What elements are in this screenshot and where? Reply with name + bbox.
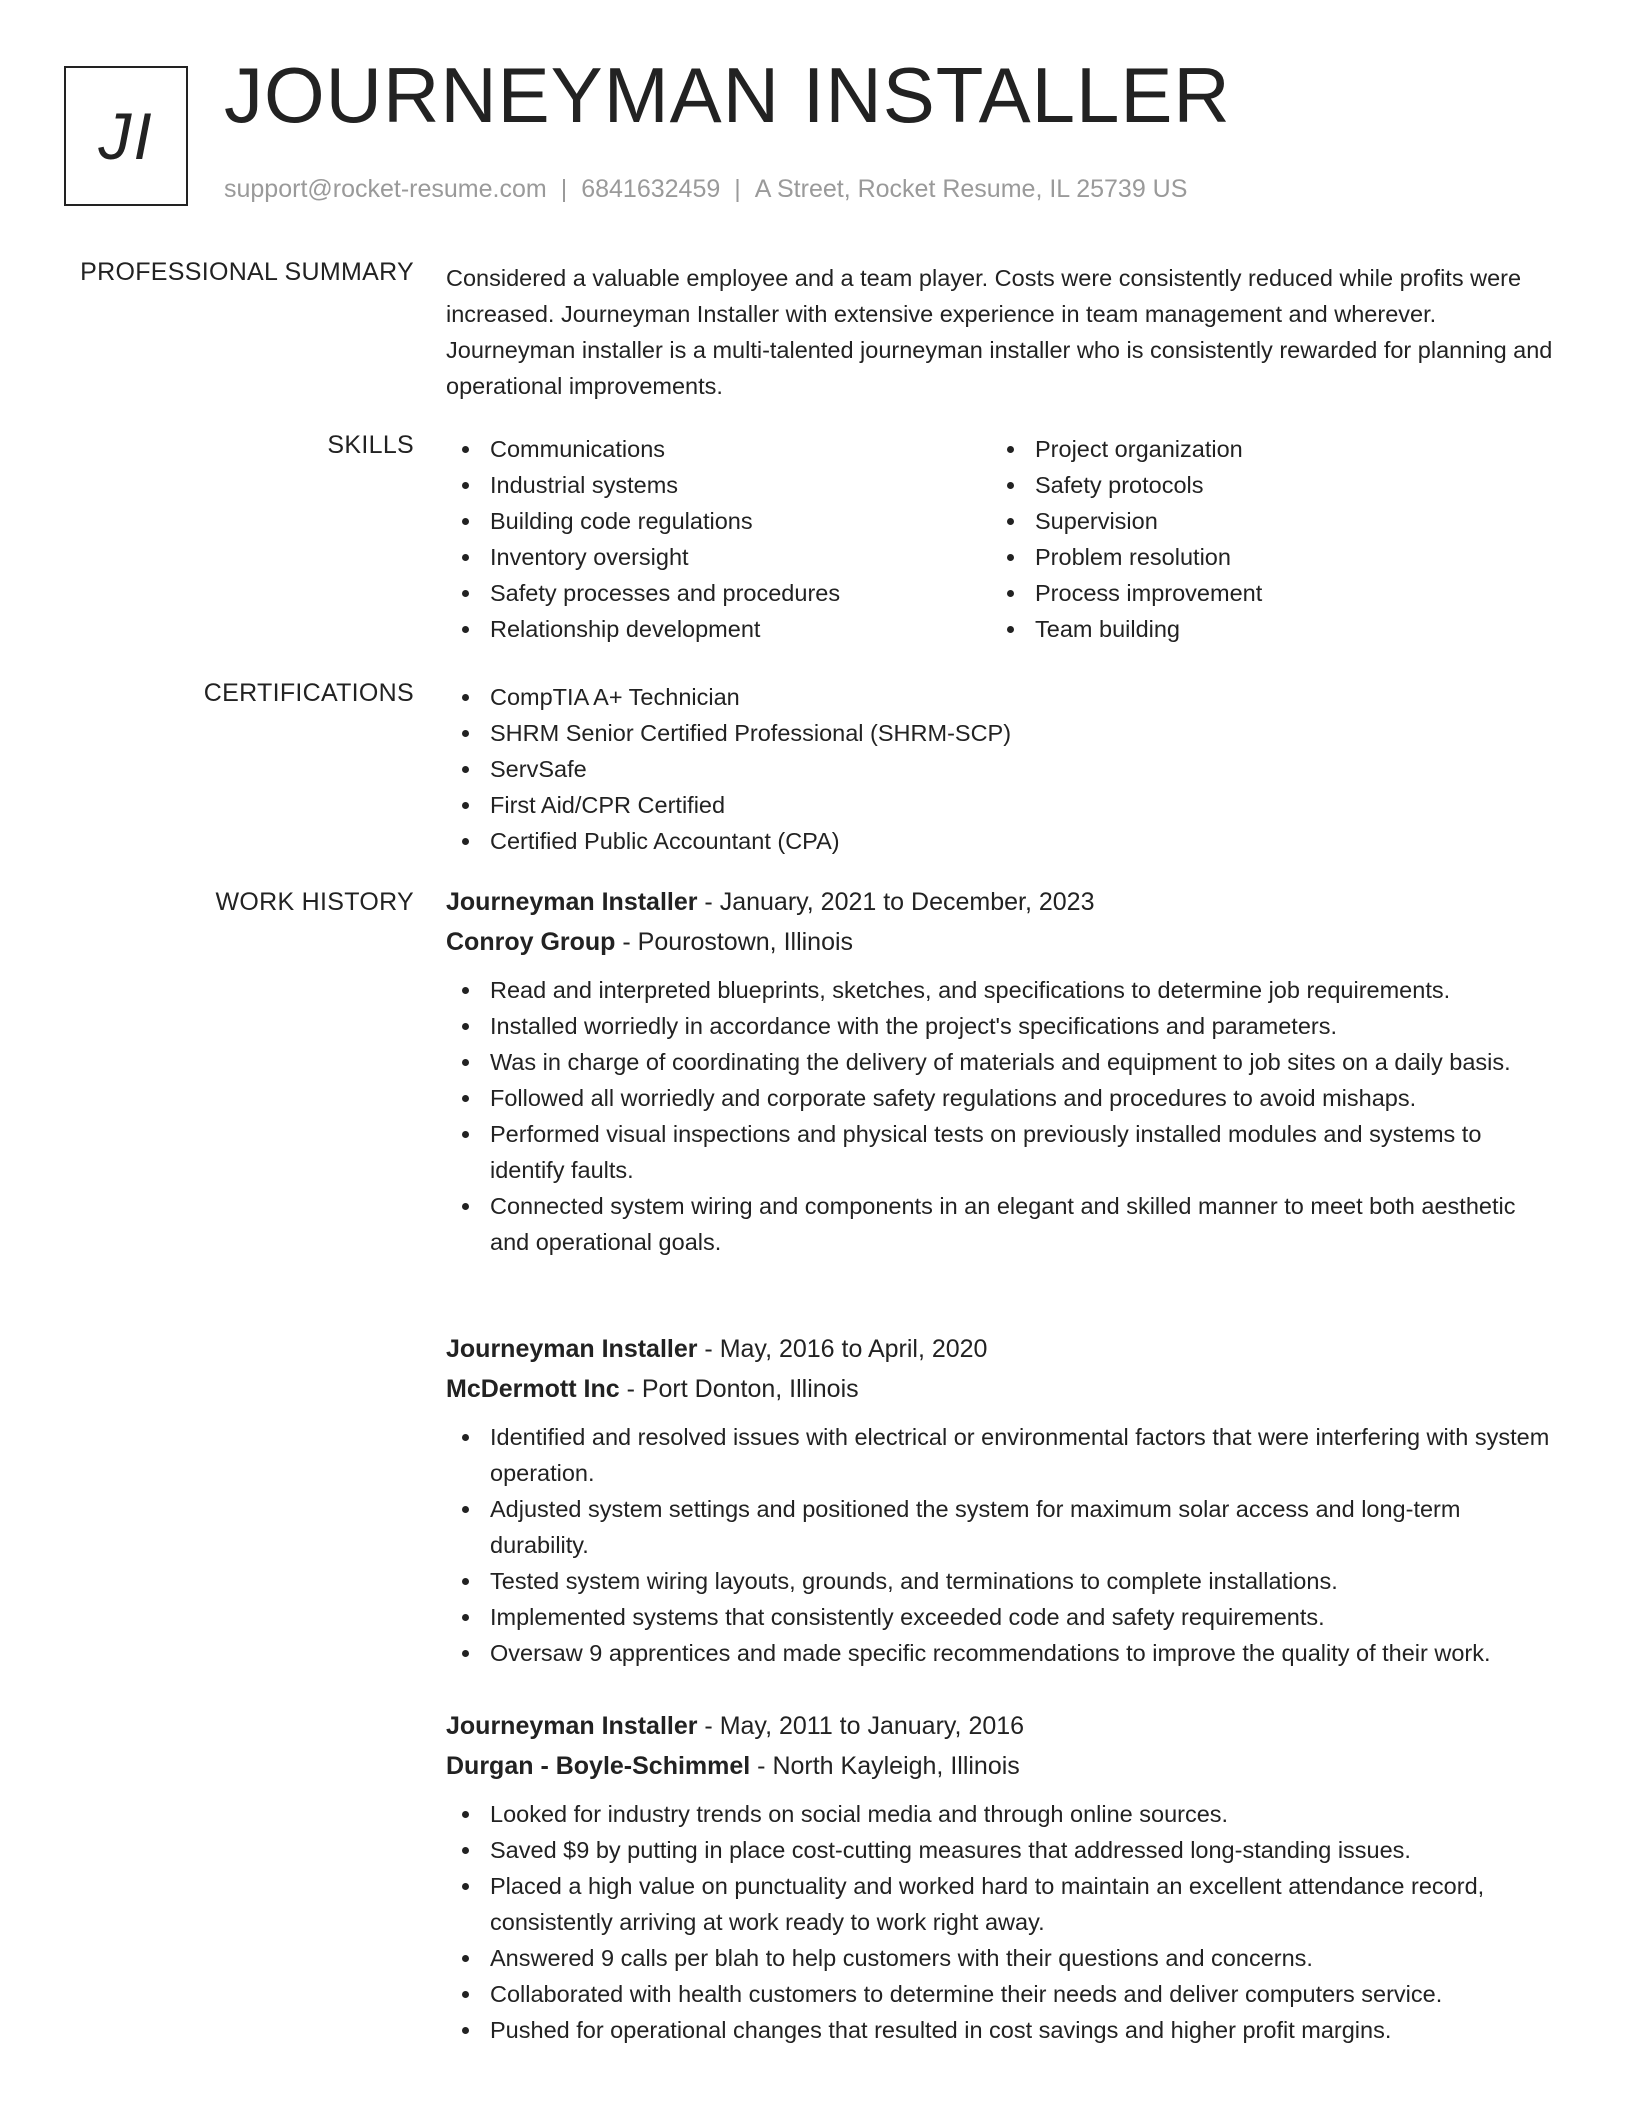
contact-separator: | <box>734 175 741 203</box>
job-duties-list <box>446 1796 1556 2048</box>
job-duty: Placed a high value on punctuality and worked hard to maintain an excellent attendance record, consistently arriving at work ready to work right away. <box>446 1868 1556 1940</box>
certification-item: SHRM Senior Certified Professional (SHRM-SCP) <box>446 715 1556 751</box>
job-duty: Implemented systems that consistently exceeded code and safety requirements. <box>446 1599 1556 1635</box>
job-duty: Was in charge of coordinating the delivery of materials and equipment to job sites on a daily basis. <box>446 1044 1556 1080</box>
job-location: - North Kayleigh, Illinois <box>750 1752 1020 1780</box>
job-title: Journeyman Installer <box>446 888 698 916</box>
job-company: McDermott Inc <box>446 1375 620 1403</box>
skill-item: Team building <box>991 611 1262 647</box>
job-company-line <box>446 922 1556 962</box>
summary-text: Considered a valuable employee and a team player. Costs were consistently reduced while profits were increased. Journeyman Installer with extensive experience in team management and wherever. Journeyman installer is a multi-talented journeyman installer who is consistently rewarded for planning and operational improvements. <box>446 265 1553 399</box>
job-company: Conroy Group <box>446 928 616 956</box>
job-location: - Port Donton, Illinois <box>619 1375 859 1403</box>
contact-address: A Street, Rocket Resume, IL 25739 US <box>754 175 1188 203</box>
job-title-line <box>446 882 1556 922</box>
skill-item: Inventory oversight <box>446 539 840 575</box>
certification-item: First Aid/CPR Certified <box>446 787 1556 823</box>
job-duty: Connected system wiring and components in an elegant and skilled manner to meet both aesthetic and operational goals. <box>446 1188 1556 1260</box>
section-heading: SKILLS <box>327 431 414 459</box>
job-duties-list <box>446 1419 1556 1671</box>
skills-list-left <box>446 431 840 647</box>
job-duty: Pushed for operational changes that resulted in cost savings and higher profit margins. <box>446 2012 1556 2048</box>
job-duty: Adjusted system settings and positioned the system for maximum solar access and long-term durability. <box>446 1491 1556 1563</box>
monogram-initials: JI <box>98 99 154 173</box>
skill-item: Communications <box>446 431 840 467</box>
skills-grid <box>446 431 1556 647</box>
skill-item: Safety processes and procedures <box>446 575 840 611</box>
job-title-line <box>446 1329 1556 1369</box>
job-entry <box>446 1329 1556 1671</box>
job-company-line <box>446 1746 1556 1786</box>
job-title-line <box>446 1706 1556 1746</box>
job-duty: Saved $9 by putting in place cost-cutting measures that addressed long-standing issues. <box>446 1832 1556 1868</box>
job-title: Journeyman Installer <box>446 1335 698 1363</box>
skill-item: Industrial systems <box>446 467 840 503</box>
job-dates: - May, 2016 to April, 2020 <box>697 1335 988 1363</box>
job-duty: Read and interpreted blueprints, sketches, and specifications to determine job requirements. <box>446 972 1556 1008</box>
job-duty: Answered 9 calls per blah to help customers with their questions and concerns. <box>446 1940 1556 1976</box>
job-duties-list <box>446 972 1556 1260</box>
section-heading: WORK HISTORY <box>215 888 414 916</box>
contact-email[interactable]: support@rocket-resume.com <box>224 175 547 203</box>
job-entry <box>446 1706 1556 2048</box>
skill-item: Process improvement <box>991 575 1262 611</box>
candidate-name: JOURNEYMAN INSTALLER <box>224 51 1231 139</box>
skill-item: Project organization <box>991 431 1262 467</box>
job-dates: - May, 2011 to January, 2016 <box>697 1712 1025 1740</box>
job-duty: Collaborated with health customers to determine their needs and deliver computers service. <box>446 1976 1556 2012</box>
job-company: Durgan - Boyle-Schimmel <box>446 1752 751 1780</box>
contact-line <box>224 175 1187 204</box>
job-duty: Tested system wiring layouts, grounds, and terminations to complete installations. <box>446 1563 1556 1599</box>
certification-item: CompTIA A+ Technician <box>446 679 1556 715</box>
contact-phone[interactable]: 6841632459 <box>581 175 721 203</box>
job-dates: - January, 2021 to December, 2023 <box>697 888 1095 916</box>
job-entry <box>446 882 1556 1260</box>
job-duty: Identified and resolved issues with electrical or environmental factors that were interfering with system operation. <box>446 1419 1556 1491</box>
skills-list-right <box>991 431 1262 647</box>
section-heading: PROFESSIONAL SUMMARY <box>80 258 414 286</box>
skill-item: Building code regulations <box>446 503 840 539</box>
job-duty: Installed worriedly in accordance with the project's specifications and parameters. <box>446 1008 1556 1044</box>
skill-item: Relationship development <box>446 611 840 647</box>
monogram-logo <box>64 66 188 206</box>
job-company-line <box>446 1369 1556 1409</box>
skill-item: Safety protocols <box>991 467 1262 503</box>
job-duty: Performed visual inspections and physical tests on previously installed modules and systems to identify faults. <box>446 1116 1556 1188</box>
job-location: - Pourostown, Illinois <box>615 928 854 956</box>
certifications-list <box>446 679 1556 859</box>
skill-item: Problem resolution <box>991 539 1262 575</box>
job-duty: Looked for industry trends on social media and through online sources. <box>446 1796 1556 1832</box>
skill-item: Supervision <box>991 503 1262 539</box>
contact-separator: | <box>560 175 568 203</box>
certification-item: Certified Public Accountant (CPA) <box>446 823 1556 859</box>
job-title: Journeyman Installer <box>446 1712 698 1740</box>
certification-item: ServSafe <box>446 751 1556 787</box>
section-heading: CERTIFICATIONS <box>203 679 414 707</box>
job-duty: Followed all worriedly and corporate safety regulations and procedures to avoid mishaps. <box>446 1080 1556 1116</box>
job-duty: Oversaw 9 apprentices and made specific recommendations to improve the quality of their work. <box>446 1635 1556 1671</box>
